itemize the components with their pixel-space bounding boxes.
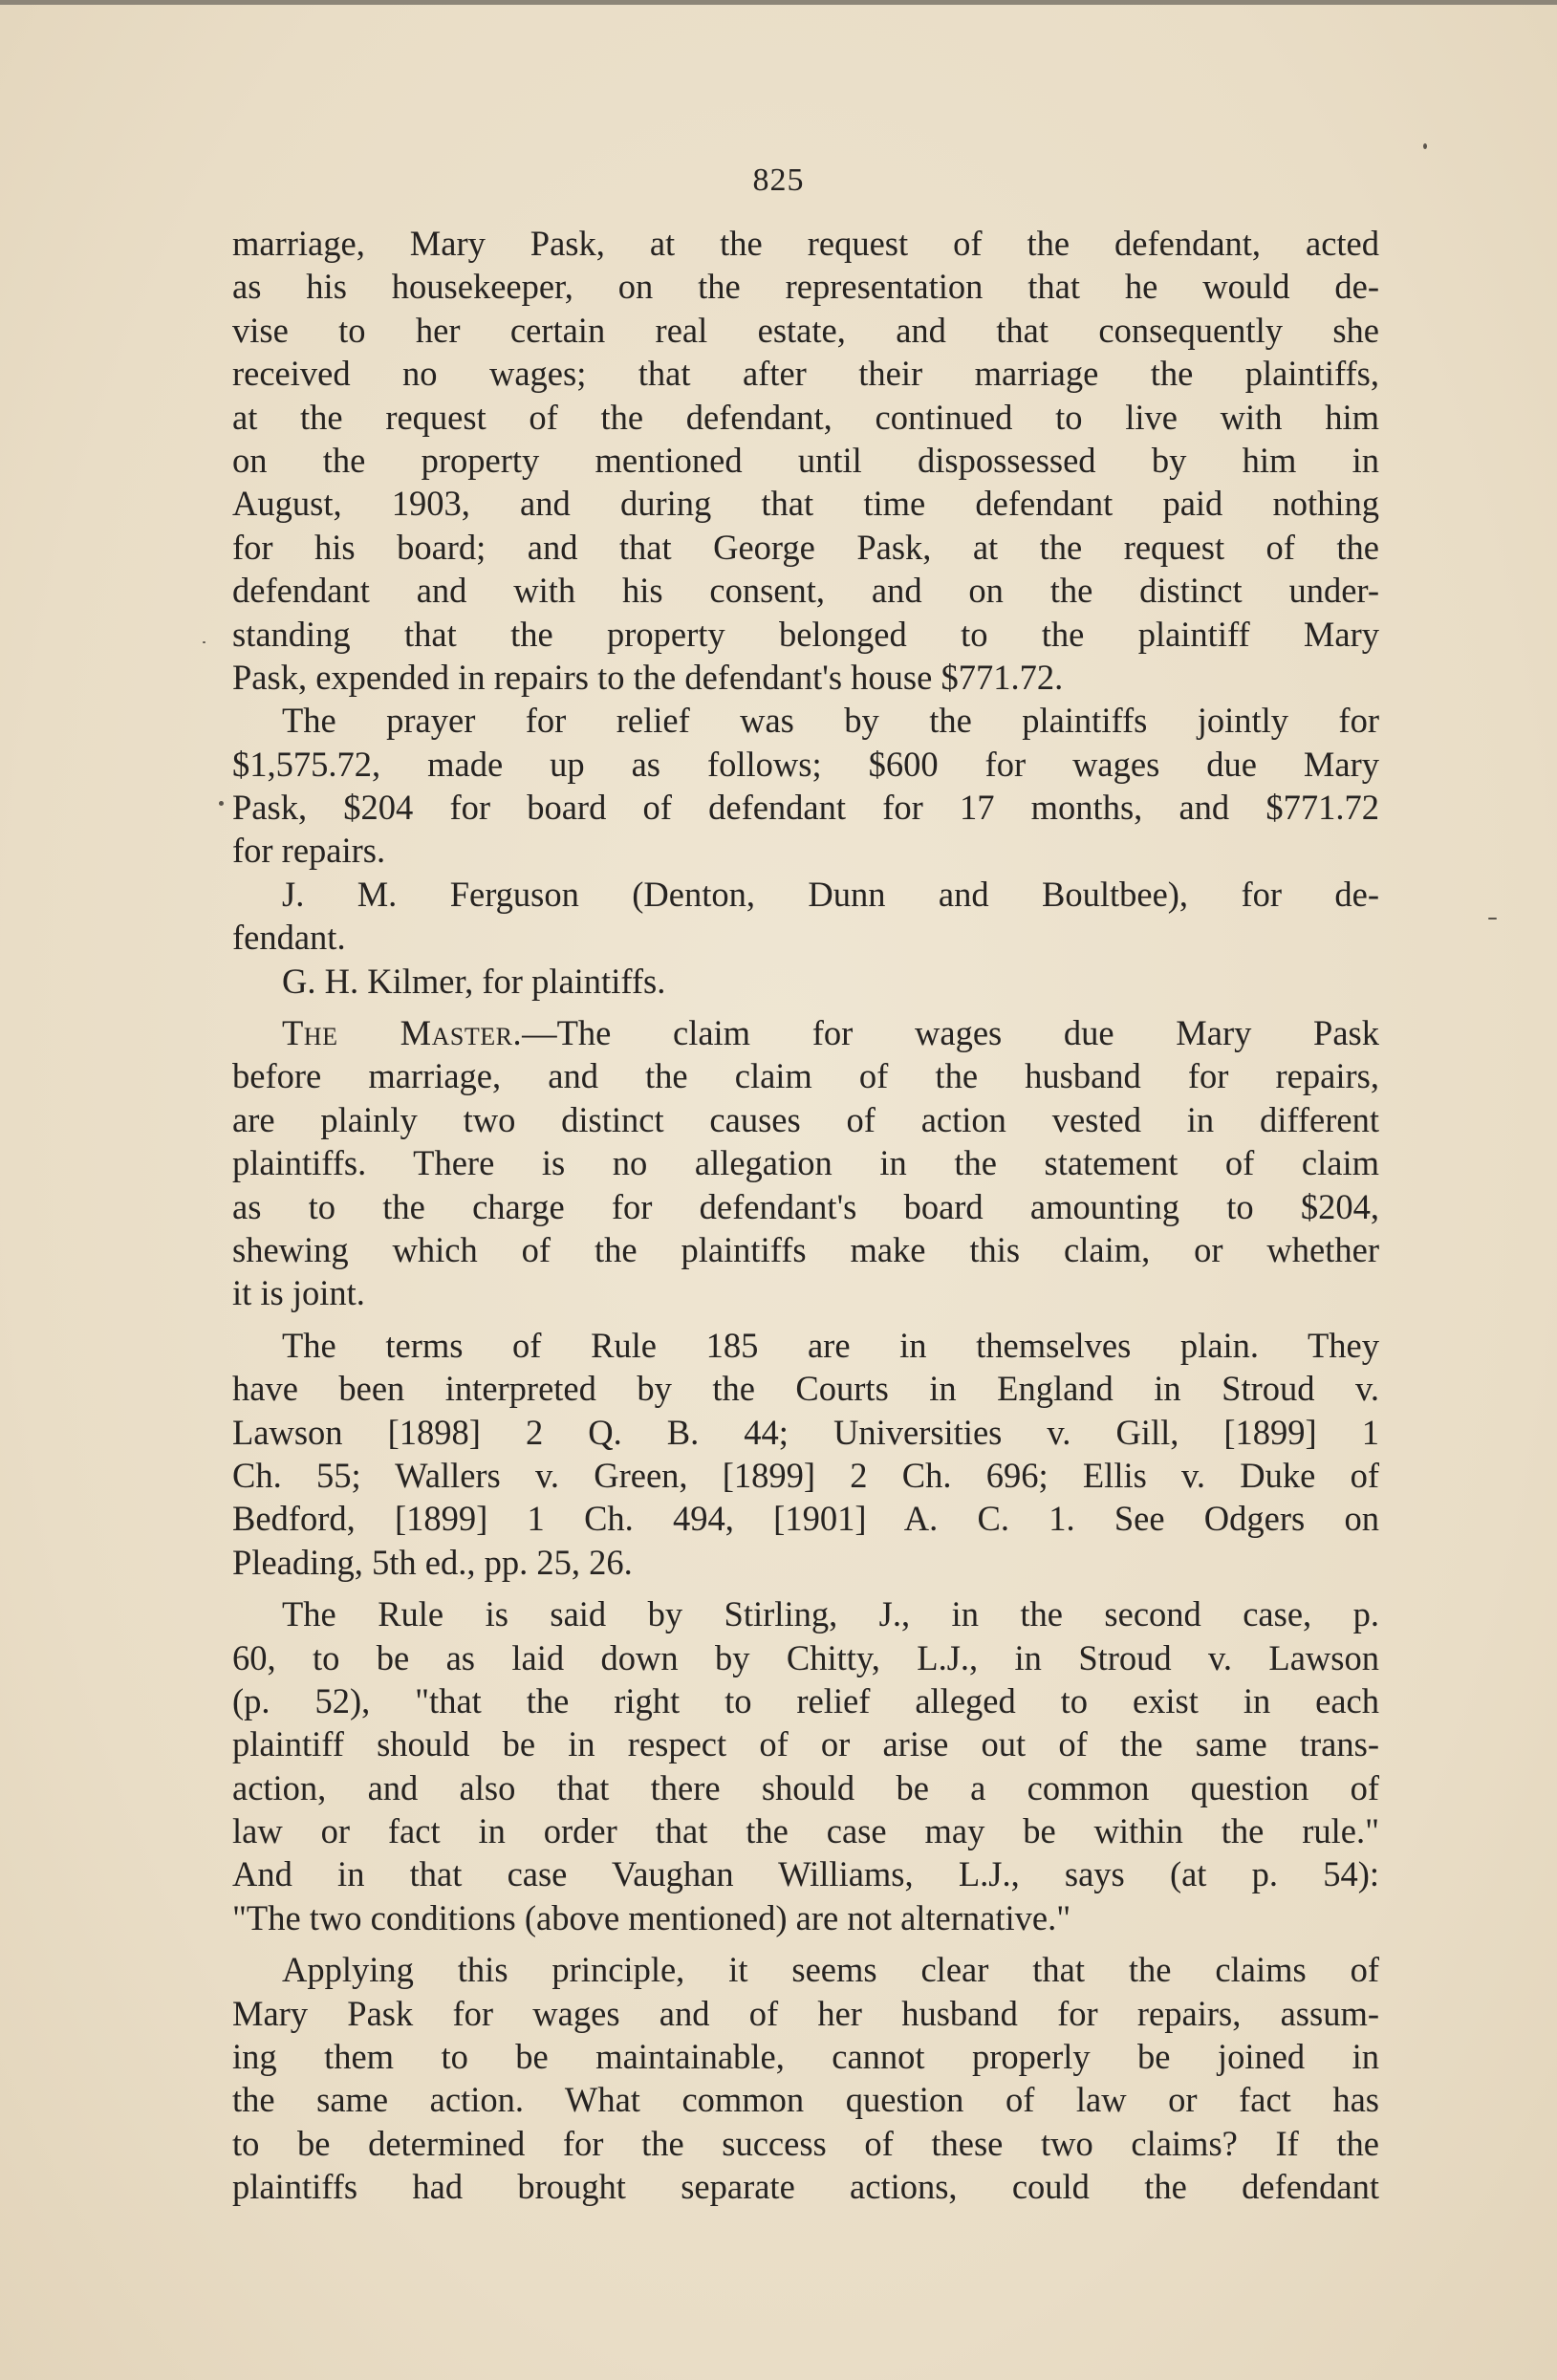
paragraph: [232, 222, 1379, 699]
text-line: Lawson [1898] 2 Q. B. 44; Universities v. Gill, [1899] 1: [232, 1412, 1379, 1452]
text-line: fendant.: [232, 918, 346, 958]
text-line: "The two conditions (above mentioned) are not alternative.": [232, 1897, 1071, 1937]
scan-speck: [1423, 143, 1427, 149]
text-line: the same action. What common question of law or fact has: [232, 2080, 1379, 2120]
text-line-rest: —The claim for wages due Mary Pask: [522, 1013, 1379, 1053]
paragraph: [232, 1948, 1379, 2208]
text-line: Applying this principle, it seems clear that the claims of: [282, 1950, 1379, 1990]
text-line: for repairs.: [232, 831, 386, 871]
text-line: before marriage, and the claim of the husband for repairs,: [232, 1056, 1379, 1096]
text-line: And in that case Vaughan Williams, L.J., says (at p. 54):: [232, 1854, 1379, 1894]
text-line: on the property mentioned until dispossessed by him in: [232, 440, 1379, 480]
paragraph-gap: [232, 1315, 1379, 1324]
text-line: law or fact in order that the case may be within the rule.": [232, 1811, 1379, 1851]
text-line: The prayer for relief was by the plaintiffs jointly for: [282, 701, 1379, 741]
paragraph: [232, 1011, 1379, 1315]
text-line: 60, to be as laid down by Chitty, L.J., in Stroud v. Lawson: [232, 1637, 1379, 1677]
text-line: The terms of Rule 185 are in themselves plain. They: [282, 1325, 1379, 1365]
text-line: Pask, expended in repairs to the defendant's house $771.72.: [232, 657, 1064, 697]
paragraph: [232, 1324, 1379, 1584]
page-top-edge: [0, 0, 1557, 5]
text-line: plaintiff should be in respect of or arise out of the same trans-: [232, 1724, 1379, 1764]
text-line: $1,575.72, made up as follows; $600 for wages due Mary: [232, 744, 1379, 784]
scan-speck: [203, 641, 205, 643]
text-line: at the request of the defendant, continued to live with him: [232, 397, 1379, 437]
text-line: are plainly two distinct causes of action vested in different: [232, 1099, 1379, 1139]
body-text: [232, 222, 1379, 2209]
text-line: Pleading, 5th ed., pp. 25, 26.: [232, 1542, 633, 1582]
text-line: defendant and with his consent, and on the distinct under-: [232, 571, 1379, 611]
text-line: have been interpreted by the Courts in England in Stroud v.: [232, 1369, 1379, 1409]
text-line: to be determined for the success of these two claims? If the: [232, 2123, 1379, 2163]
paragraph: [232, 960, 1379, 1003]
text-line: G. H. Kilmer, for plaintiffs.: [282, 961, 666, 1001]
text-line: Pask, $204 for board of defendant for 17 months, and $771.72: [232, 788, 1379, 828]
text-line: as to the charge for defendant's board amounting to $204,: [232, 1186, 1379, 1226]
text-line: plaintiffs had brought separate actions, could the defendant: [232, 2167, 1379, 2207]
paragraph-gap: [232, 1003, 1379, 1011]
text-line: Ch. 55; Wallers v. Green, [1899] 2 Ch. 696; Ellis v. Duke of: [232, 1455, 1379, 1495]
paragraph-gap: [232, 1939, 1379, 1948]
text-line: plaintiffs. There is no allegation in the statement of claim: [232, 1143, 1379, 1183]
page-number: 825: [752, 162, 805, 198]
scan-speck: [219, 801, 224, 806]
text-line: Bedford, [1899] 1 Ch. 494, [1901] A. C. 1. See Odgers on: [232, 1499, 1379, 1539]
text-line: action, and also that there should be a common question of: [232, 1767, 1379, 1807]
speaker-lead: The Master.: [282, 1013, 523, 1053]
text-line: received no wages; that after their marriage the plaintiffs,: [232, 354, 1379, 394]
text-line: shewing which of the plaintiffs make this claim, or whether: [232, 1229, 1379, 1269]
text-line: August, 1903, and during that time defendant paid nothing: [232, 484, 1379, 524]
text-line: as his housekeeper, on the representation that he would de-: [232, 267, 1379, 307]
text-line: The Rule is said by Stirling, J., in the second case, p.: [282, 1594, 1379, 1634]
text-line: marriage, Mary Pask, at the request of the defendant, acted: [232, 224, 1379, 263]
text-line: [232, 1011, 1379, 1054]
text-line: J. M. Ferguson (Denton, Dunn and Boultbee), for de-: [282, 874, 1379, 914]
paragraph-gap: [232, 1584, 1379, 1592]
scan-speck: [1488, 918, 1497, 920]
text-line: it is joint.: [232, 1273, 365, 1313]
text-line: Mary Pask for wages and of her husband for repairs, assum-: [232, 1993, 1379, 2033]
paragraph: [232, 699, 1379, 873]
paragraph: [232, 873, 1379, 960]
text-line: ing them to be maintainable, cannot properly be joined in: [232, 2037, 1379, 2077]
text-line: vise to her certain real estate, and that consequently she: [232, 310, 1379, 350]
text-line: standing that the property belonged to the plaintiff Mary: [232, 614, 1379, 654]
text-line: (p. 52), "that the right to relief alleged to exist in each: [232, 1680, 1379, 1720]
paragraph: [232, 1592, 1379, 1939]
text-line: for his board; and that George Pask, at the request of the: [232, 527, 1379, 567]
